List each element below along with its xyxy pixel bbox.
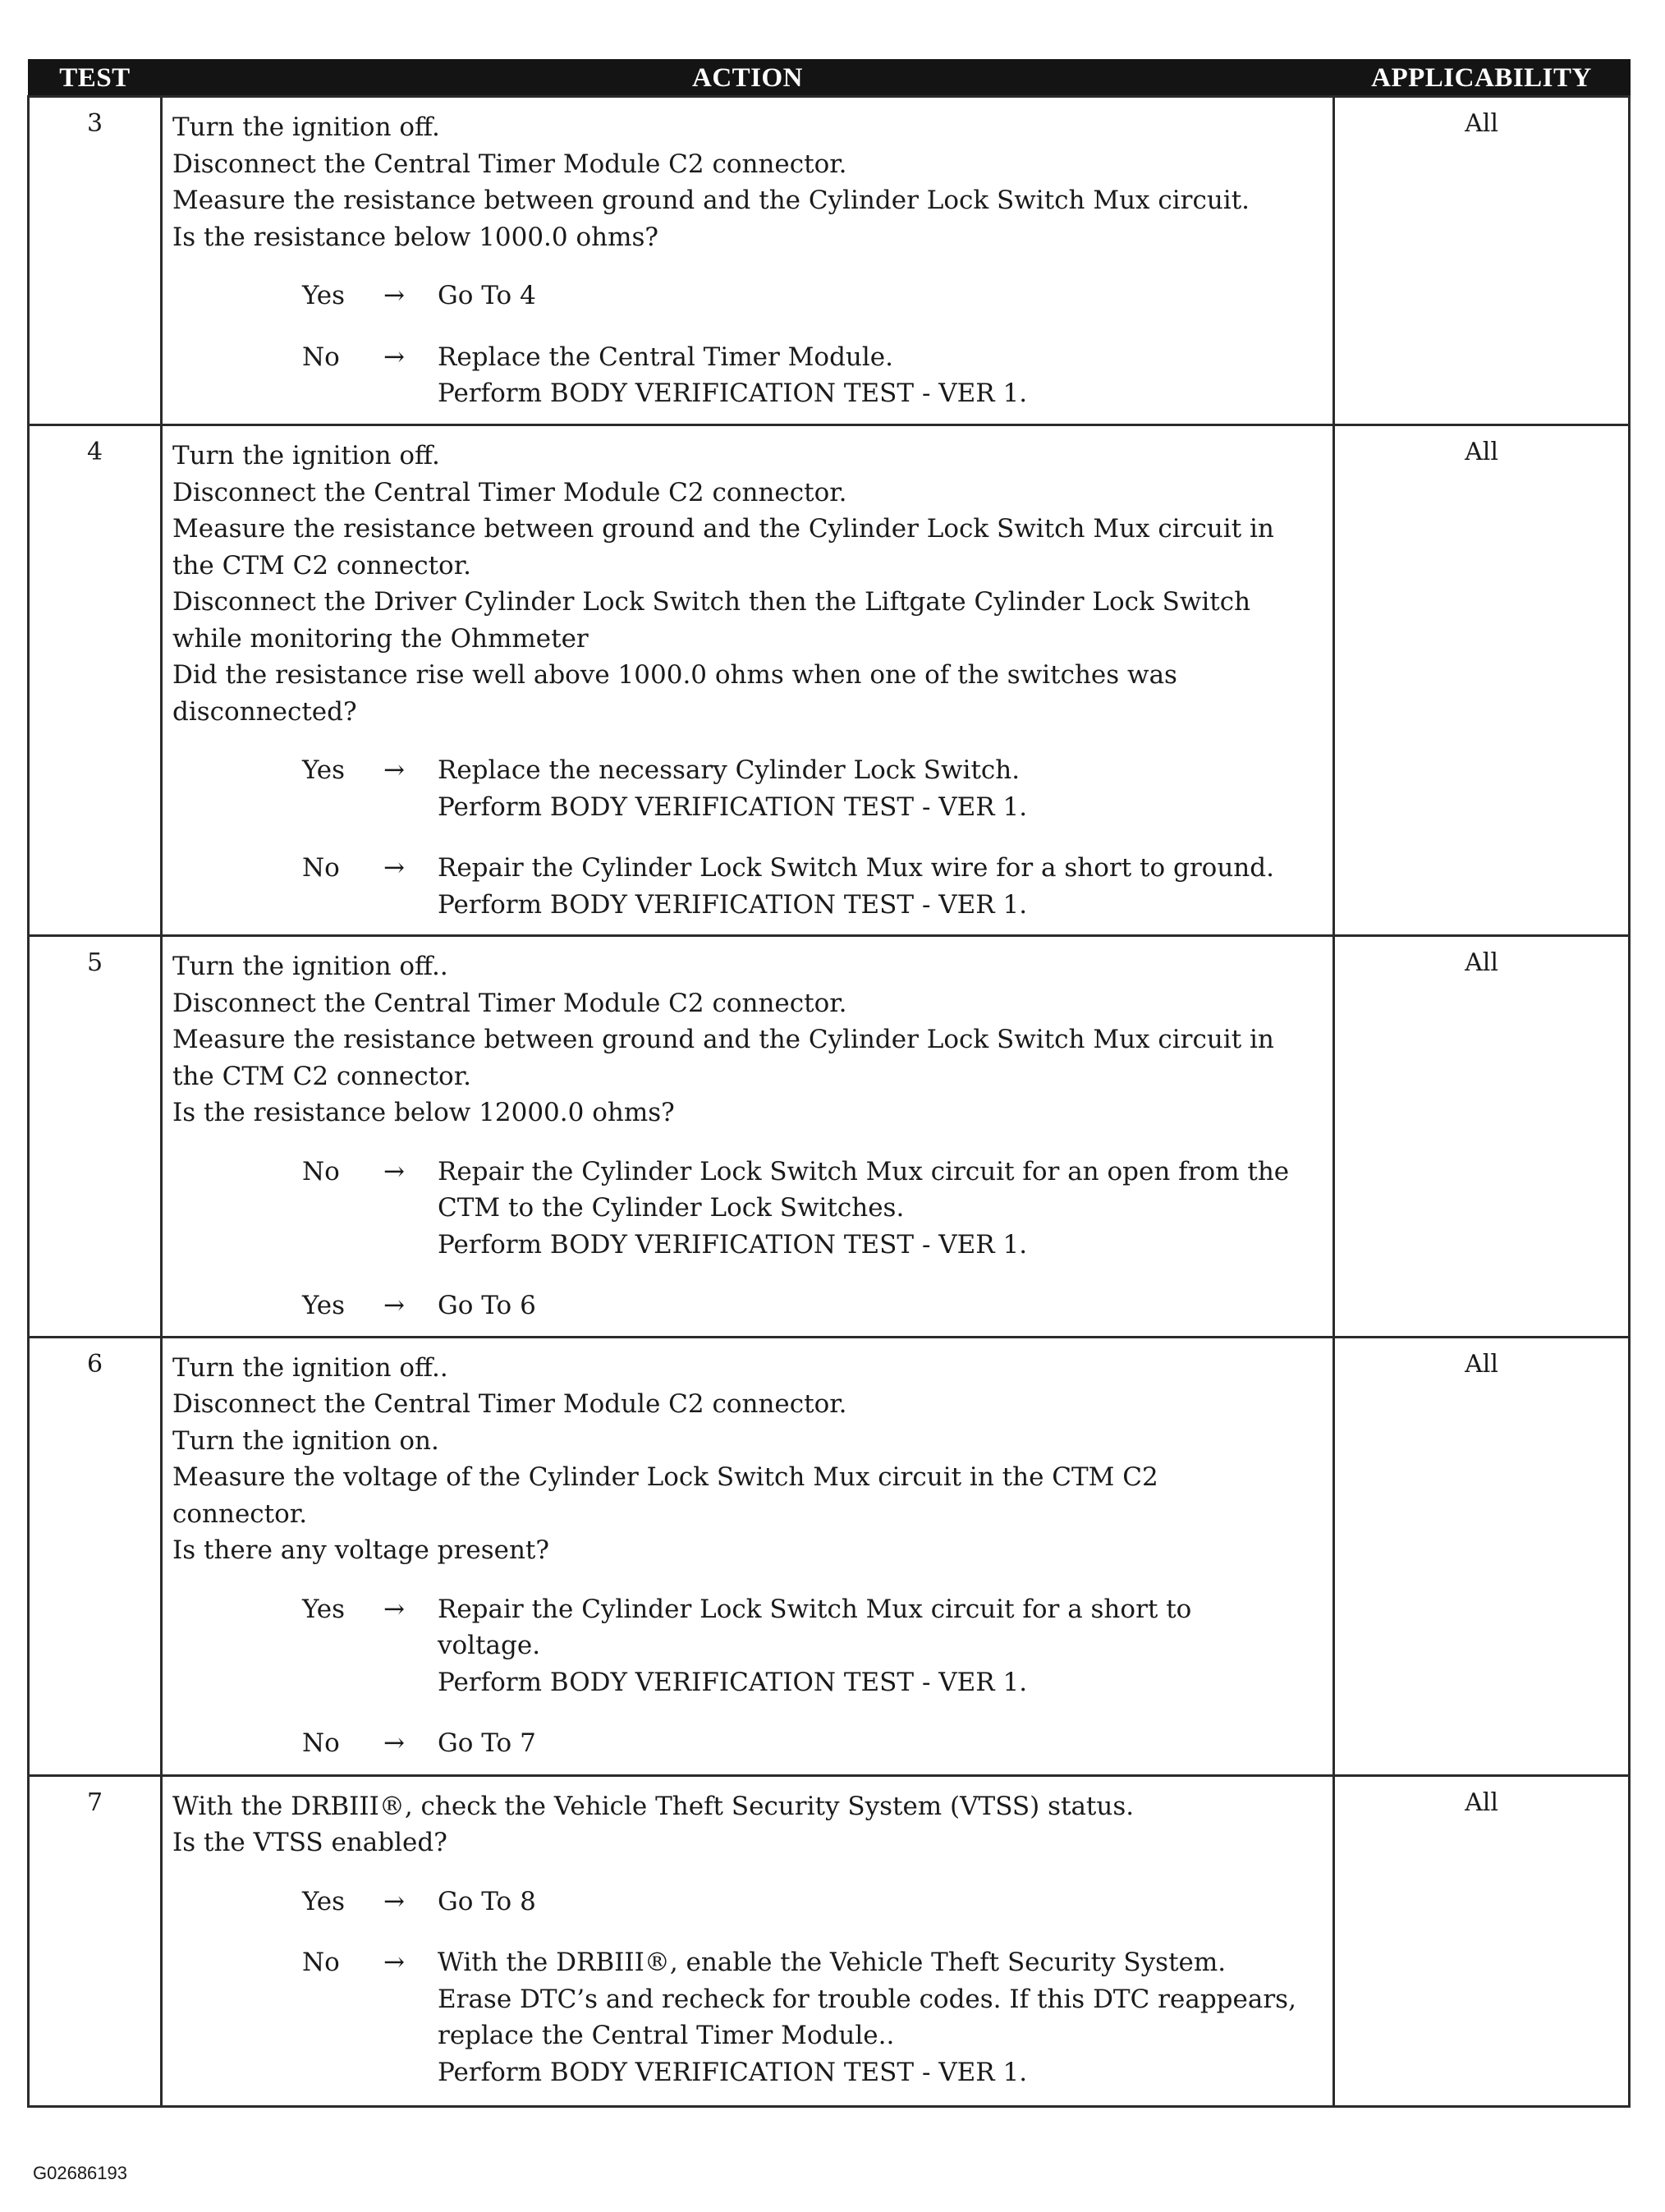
arrow-right-icon: →: [383, 1594, 405, 1624]
result-line: Erase DTC’s and recheck for trouble codes. If this DTC reappears,: [438, 1984, 1296, 2014]
table-row: [29, 1337, 1630, 1775]
action-line: Is the resistance below 12000.0 ohms?: [172, 1098, 675, 1127]
result-instruction: [438, 752, 1323, 825]
action-line: Disconnect the Central Timer Module C2 connector.: [172, 988, 847, 1018]
table-body: [29, 97, 1630, 2107]
action-line: Turn the ignition off.: [172, 441, 440, 470]
result-branch: [302, 1944, 1323, 2090]
action-line: Disconnect the Driver Cylinder Lock Switch then the Liftgate Cylinder Lock Switch: [172, 587, 1251, 617]
action-line: Measure the resistance between ground and the Cylinder Lock Switch Mux circuit.: [172, 186, 1250, 215]
test-number: 3: [29, 97, 162, 425]
result-line: Perform BODY VERIFICATION TEST - VER 1.: [438, 2057, 1028, 2087]
result-line: Go To 7: [438, 1728, 536, 1758]
arrow-right-icon: →: [383, 1728, 405, 1758]
applicability-cell: All: [1334, 425, 1630, 936]
table-row: [29, 936, 1630, 1338]
result-branch: [302, 850, 1323, 923]
result-instruction: [438, 1287, 1323, 1324]
action-line: Measure the resistance between ground and the Cylinder Lock Switch Mux circuit in: [172, 1025, 1274, 1054]
result-line: CTM to the Cylinder Lock Switches.: [438, 1193, 905, 1223]
action-line: Is there any voltage present?: [172, 1535, 549, 1565]
result-branch: [302, 1725, 1323, 1762]
result-answer: No: [302, 342, 340, 372]
action-line: connector.: [172, 1498, 308, 1529]
table-row: [29, 1775, 1630, 2106]
result-branch: [302, 752, 1323, 825]
applicability-cell: All: [1334, 1337, 1630, 1775]
action-line: while monitoring the Ohmmeter: [172, 623, 589, 654]
result-instruction: [438, 1884, 1323, 1921]
applicability-cell: All: [1334, 936, 1630, 1338]
result-answer: Yes: [302, 755, 346, 785]
result-line: Replace the Central Timer Module.: [438, 342, 894, 372]
table-header-row: [29, 60, 1630, 97]
result-answer: No: [302, 1156, 340, 1186]
header-applicability: APPLICABILITY: [1334, 60, 1630, 97]
test-number: 6: [29, 1337, 162, 1775]
action-line: Turn the ignition on.: [172, 1425, 439, 1456]
header-action: ACTION: [162, 60, 1334, 97]
diagnostic-test-table: [27, 59, 1631, 2108]
result-answer: No: [302, 1948, 340, 1977]
arrow-right-icon: →: [383, 1886, 405, 1916]
result-line: replace the Central Timer Module..: [438, 2021, 895, 2050]
action-line: disconnected?: [172, 696, 357, 727]
result-line: Perform BODY VERIFICATION TEST - VER 1.: [438, 889, 1028, 920]
action-line: Turn the ignition off.: [172, 112, 440, 142]
result-line: Repair the Cylinder Lock Switch Mux circuit for a short to: [438, 1594, 1192, 1624]
action-line: With the DRBIII®, check the Vehicle Theft Security System (VTSS) status.: [172, 1791, 1135, 1821]
action-line: the CTM C2 connector.: [172, 1061, 471, 1091]
result-instruction: [438, 278, 1323, 314]
result-answer: No: [302, 1728, 340, 1758]
result-instruction: [438, 850, 1323, 923]
result-line: Go To 4: [438, 281, 536, 310]
header-test: TEST: [29, 60, 162, 97]
diagnostic-test-document: [27, 59, 1628, 2108]
table-row: [29, 425, 1630, 936]
action-line: Turn the ignition off..: [172, 952, 448, 981]
arrow-right-icon: →: [383, 342, 405, 372]
result-line: Perform BODY VERIFICATION TEST - VER 1.: [438, 792, 1028, 822]
result-instruction: [438, 339, 1323, 412]
result-answer: Yes: [302, 1594, 346, 1624]
result-branch: [302, 278, 1323, 314]
result-line: Repair the Cylinder Lock Switch Mux wire for a short to ground.: [438, 853, 1274, 883]
table-row: [29, 97, 1630, 425]
result-line: Perform BODY VERIFICATION TEST - VER 1.: [438, 379, 1028, 408]
action-line: Disconnect the Central Timer Module C2 connector.: [172, 477, 847, 507]
applicability-cell: All: [1334, 97, 1630, 425]
result-instruction: [438, 1725, 1323, 1762]
arrow-right-icon: →: [383, 281, 405, 310]
action-cell: [162, 1337, 1334, 1775]
applicability-cell: All: [1334, 1775, 1630, 2106]
result-branch: [302, 1884, 1323, 1921]
result-answer: Yes: [302, 1886, 346, 1916]
result-line: voltage.: [438, 1631, 541, 1660]
action-line: Turn the ignition off..: [172, 1352, 448, 1383]
result-line: Perform BODY VERIFICATION TEST - VER 1.: [438, 1667, 1028, 1697]
result-branch: [302, 339, 1323, 412]
action-cell: [162, 1775, 1334, 2106]
result-line: Repair the Cylinder Lock Switch Mux circuit for an open from the: [438, 1156, 1290, 1186]
result-line: Replace the necessary Cylinder Lock Switch.: [438, 755, 1021, 785]
arrow-right-icon: →: [383, 1291, 405, 1320]
result-branch: [302, 1154, 1323, 1264]
arrow-right-icon: →: [383, 1948, 405, 1977]
action-cell: [162, 97, 1334, 425]
action-cell: [162, 936, 1334, 1338]
action-line: Disconnect the Central Timer Module C2 connector.: [172, 1389, 847, 1419]
test-number: 4: [29, 425, 162, 936]
result-line: Perform BODY VERIFICATION TEST - VER 1.: [438, 1229, 1028, 1260]
action-line: the CTM C2 connector.: [172, 550, 471, 581]
result-branch: [302, 1287, 1323, 1324]
result-answer: Yes: [302, 1291, 346, 1320]
arrow-right-icon: →: [383, 755, 405, 785]
result-branch: [302, 1591, 1323, 1701]
action-line: Measure the voltage of the Cylinder Lock Switch Mux circuit in the CTM C2: [172, 1462, 1158, 1492]
action-cell: [162, 425, 1334, 936]
action-line: Measure the resistance between ground and the Cylinder Lock Switch Mux circuit in: [172, 514, 1274, 544]
action-line: Is the resistance below 1000.0 ohms?: [172, 222, 659, 252]
result-instruction: [438, 1154, 1323, 1264]
result-line: Go To 6: [438, 1291, 536, 1320]
result-instruction: [438, 1591, 1323, 1701]
result-answer: Yes: [302, 281, 346, 310]
test-number: 7: [29, 1775, 162, 2106]
test-number: 5: [29, 936, 162, 1338]
result-instruction: [438, 1944, 1323, 2090]
result-line: Go To 8: [438, 1886, 536, 1916]
action-line: Is the VTSS enabled?: [172, 1828, 447, 1857]
result-answer: No: [302, 853, 340, 883]
figure-code: G02686193: [33, 2163, 127, 2183]
arrow-right-icon: →: [383, 853, 405, 883]
arrow-right-icon: →: [383, 1156, 405, 1186]
result-line: With the DRBIII®, enable the Vehicle Theft Security System.: [438, 1948, 1227, 1977]
action-line: Disconnect the Central Timer Module C2 connector.: [172, 149, 847, 179]
action-line: Did the resistance rise well above 1000.0 ohms when one of the switches was: [172, 660, 1177, 690]
